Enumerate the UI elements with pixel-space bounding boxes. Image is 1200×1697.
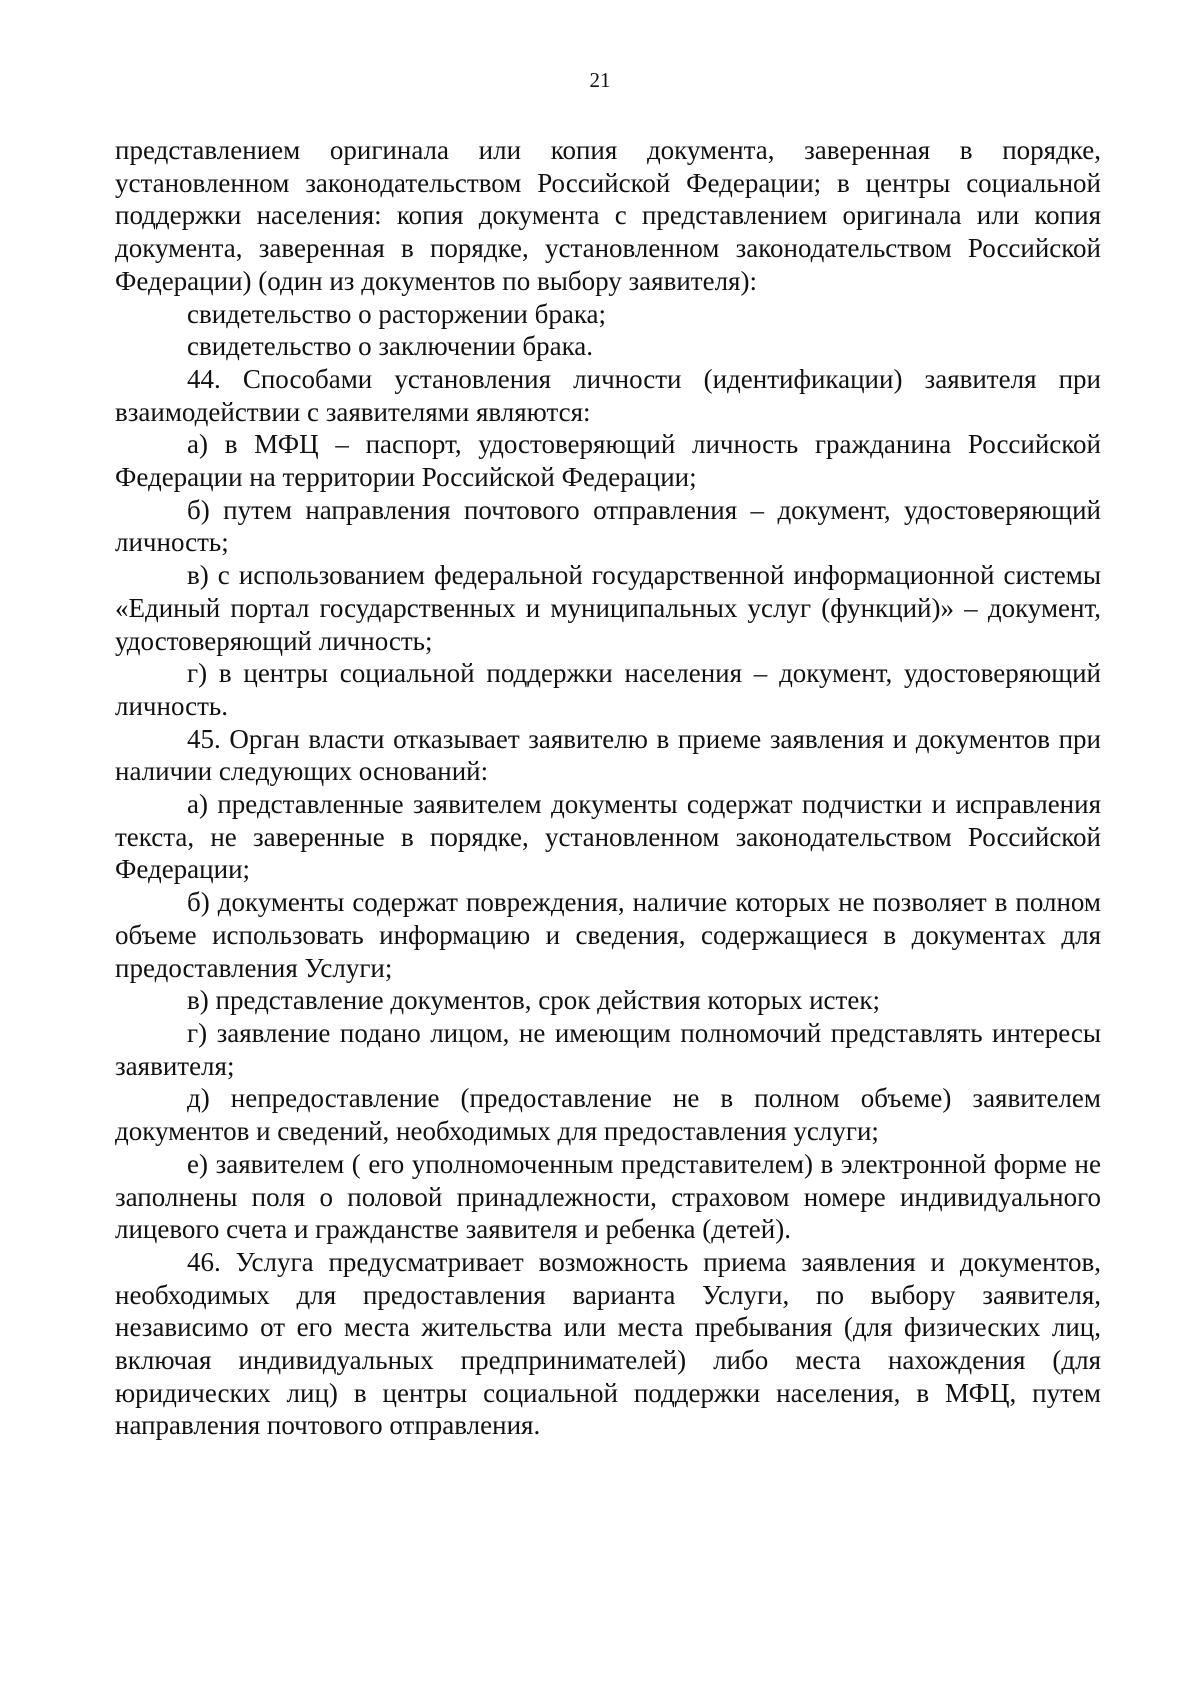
clause-46: 46. Услуга предусматривает возможность приема заявления и документов, необходимых для предоставления варианта Услуги, по выбору заявителя, независимо от его места жительства или места пребывания (для физических лиц, включая индивидуальных предпринимателей) либо места нахождения (для юридических лиц) в центры социальной поддержки населения, в МФЦ, путем направления почтового отправления. (115, 1246, 1101, 1441)
list-item-marriage-certificate: свидетельство о заключении брака. (187, 331, 594, 362)
clause-44-item-b: б) путем направления почтового отправления – документ, удостоверяющий личность; (115, 494, 1101, 558)
clause-45-item-v: в) представление документов, срок действия которых истек; (187, 985, 880, 1016)
list-item-divorce-certificate: свидетельство о расторжении брака; (187, 298, 607, 329)
clause-44-item-a: а) в МФЦ – паспорт, удостоверяющий личность гражданина Российской Федерации на территории Российской Федерации; (115, 429, 1101, 493)
clause-44-item-v: в) с использованием федеральной государственной информационной системы «Единый портал государственных и муниципальных услуг (функций)» – документ, удостоверяющий личность; (115, 560, 1101, 656)
clause-44-item-g: г) в центры социальной поддержки населения – документ, удостоверяющий личность. (115, 658, 1101, 721)
clause-45-item-a: а) представленные заявителем документы содержат подчистки и исправления текста, не заверенные в порядке, установленном законодательством Российской Федерации; (115, 789, 1101, 885)
clause-45-item-g: г) заявление подано лицом, не имеющим полномочий представлять интересы заявителя; (115, 1017, 1101, 1081)
paragraph-continuation: представлением оригинала или копия документа, заверенная в порядке, установленном законодательством Российской Федерации; в центры социальной поддержки населения: копия документа с представлением оригинала или копия документа, заверенная в порядке, установленном законодательством Российской Федерации) (один из документов по выбору заявителя): (115, 135, 1101, 296)
page-number: 21 (589, 68, 611, 92)
clause-45: 45. Орган власти отказывает заявителю в приеме заявления и документов при наличии следующих оснований: (115, 723, 1101, 787)
document-body (115, 134, 1101, 1442)
clause-44: 44. Способами установления личности (идентификации) заявителя при взаимодействии с заявителями являются: (115, 363, 1101, 427)
clause-45-item-e: е) заявителем ( его уполномоченным представителем) в электронной форме не заполнены поля о половой принадлежности, страховом номере индивидуального лицевого счета и гражданстве заявителя и ребенка (детей). (115, 1148, 1101, 1245)
clause-45-item-b: б) документы содержат повреждения, наличие которых не позволяет в полном объеме использовать информацию и сведения, содержащиеся в документах для предоставления Услуги; (115, 887, 1101, 983)
clause-45-item-d: д) непредоставление (предоставление не в полном объеме) заявителем документов и сведений, необходимых для предоставления услуги; (115, 1083, 1101, 1147)
